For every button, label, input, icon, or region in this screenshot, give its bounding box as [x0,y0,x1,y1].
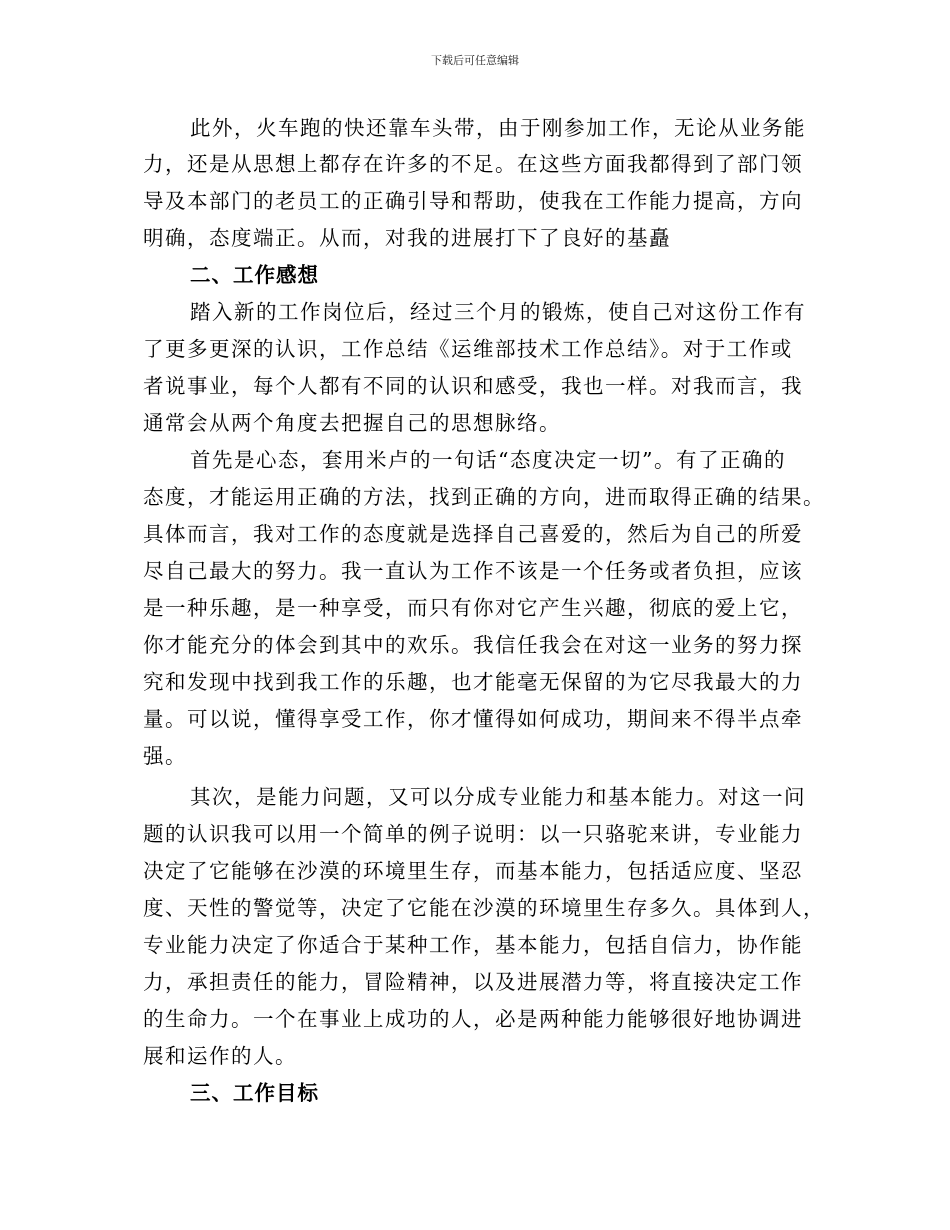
paragraph-line: 究和发现中找到我工作的乐趣，也才能毫无保留的为它尽我最大的力 [143,670,803,694]
paragraph-line: 首先是心态，套用米卢的一句话“态度决定一切”。有了正确的 [190,448,786,472]
paragraph-line: 尽自己最大的努力。我一直认为工作不该是一个任务或者负担，应该 [143,559,803,583]
paragraph-line: 此外，火车跑的快还靠车头带，由于刚参加工作，无论从业务能 [190,116,806,140]
paragraph-line: 题的认识我可以用一个简单的例子说明：以一只骆驼来讲，专业能力 [143,822,803,846]
paragraph-line: 是一种乐趣，是一种享受，而只有你对它产生兴趣，彻底的爱上它， [143,596,803,620]
paragraph-line: 其次，是能力问题，又可以分成专业能力和基本能力。对这一问 [190,785,806,809]
section-heading: 三、工作目标 [190,1081,319,1105]
paragraph-line: 你才能充分的体会到其中的欢乐。我信任我会在对这一业务的努力探 [143,633,803,657]
paragraph-line: 踏入新的工作岗位后，经过三个月的锻炼，使自己对这份工作有 [190,300,806,324]
paragraph-line: 态度，才能运用正确的方法，找到正确的方向，进而取得正确的结果。 [143,485,825,509]
paragraph-line: 强。 [143,744,187,768]
paragraph-line: 力，还是从思想上都存在许多的不足。在这些方面我都得到了部门领 [143,152,803,176]
paragraph-line: 者说事业，每个人都有不同的认识和感受，我也一样。对我而言，我 [143,374,803,398]
paragraph-line: 导及本部门的老员工的正确引导和帮助，使我在工作能力提高，方向 [143,189,803,213]
paragraph-line: 了更多更深的认识，工作总结《运维部技术工作总结》。对于工作或 [143,337,793,361]
paragraph-line: 通常会从两个角度去把握自己的思想脉络。 [143,411,561,435]
paragraph-line: 量。可以说，懂得享受工作，你才懂得如何成功，期间来不得半点牵 [143,707,803,731]
paragraph-line: 专业能力决定了你适合于某种工作，基本能力，包括自信力，协作能 [143,933,803,957]
paragraph-line: 力，承担责任的能力，冒险精神，以及进展潜力等，将直接决定工作 [143,970,803,994]
paragraph-line: 决定了它能够在沙漠的环境里生存，而基本能力，包括适应度、坚忍 [143,859,803,883]
section-heading: 二、工作感想 [190,263,319,287]
paragraph-line: 展和运作的人。 [143,1044,297,1068]
paragraph-line: 度、天性的警觉等，决定了它能在沙漠的环境里生存多久。具体到人， [143,896,825,920]
paragraph-line: 具体而言，我对工作的态度就是选择自己喜爱的，然后为自己的所爱 [143,522,803,546]
paragraph-line: 明确，态度端正。从而，对我的进展打下了良好的基矗 [143,226,671,250]
page-header: 下载后可任意编辑 [431,54,519,67]
paragraph-line: 的生命力。一个在事业上成功的人，必是两种能力能够很好地协调进 [143,1007,803,1031]
